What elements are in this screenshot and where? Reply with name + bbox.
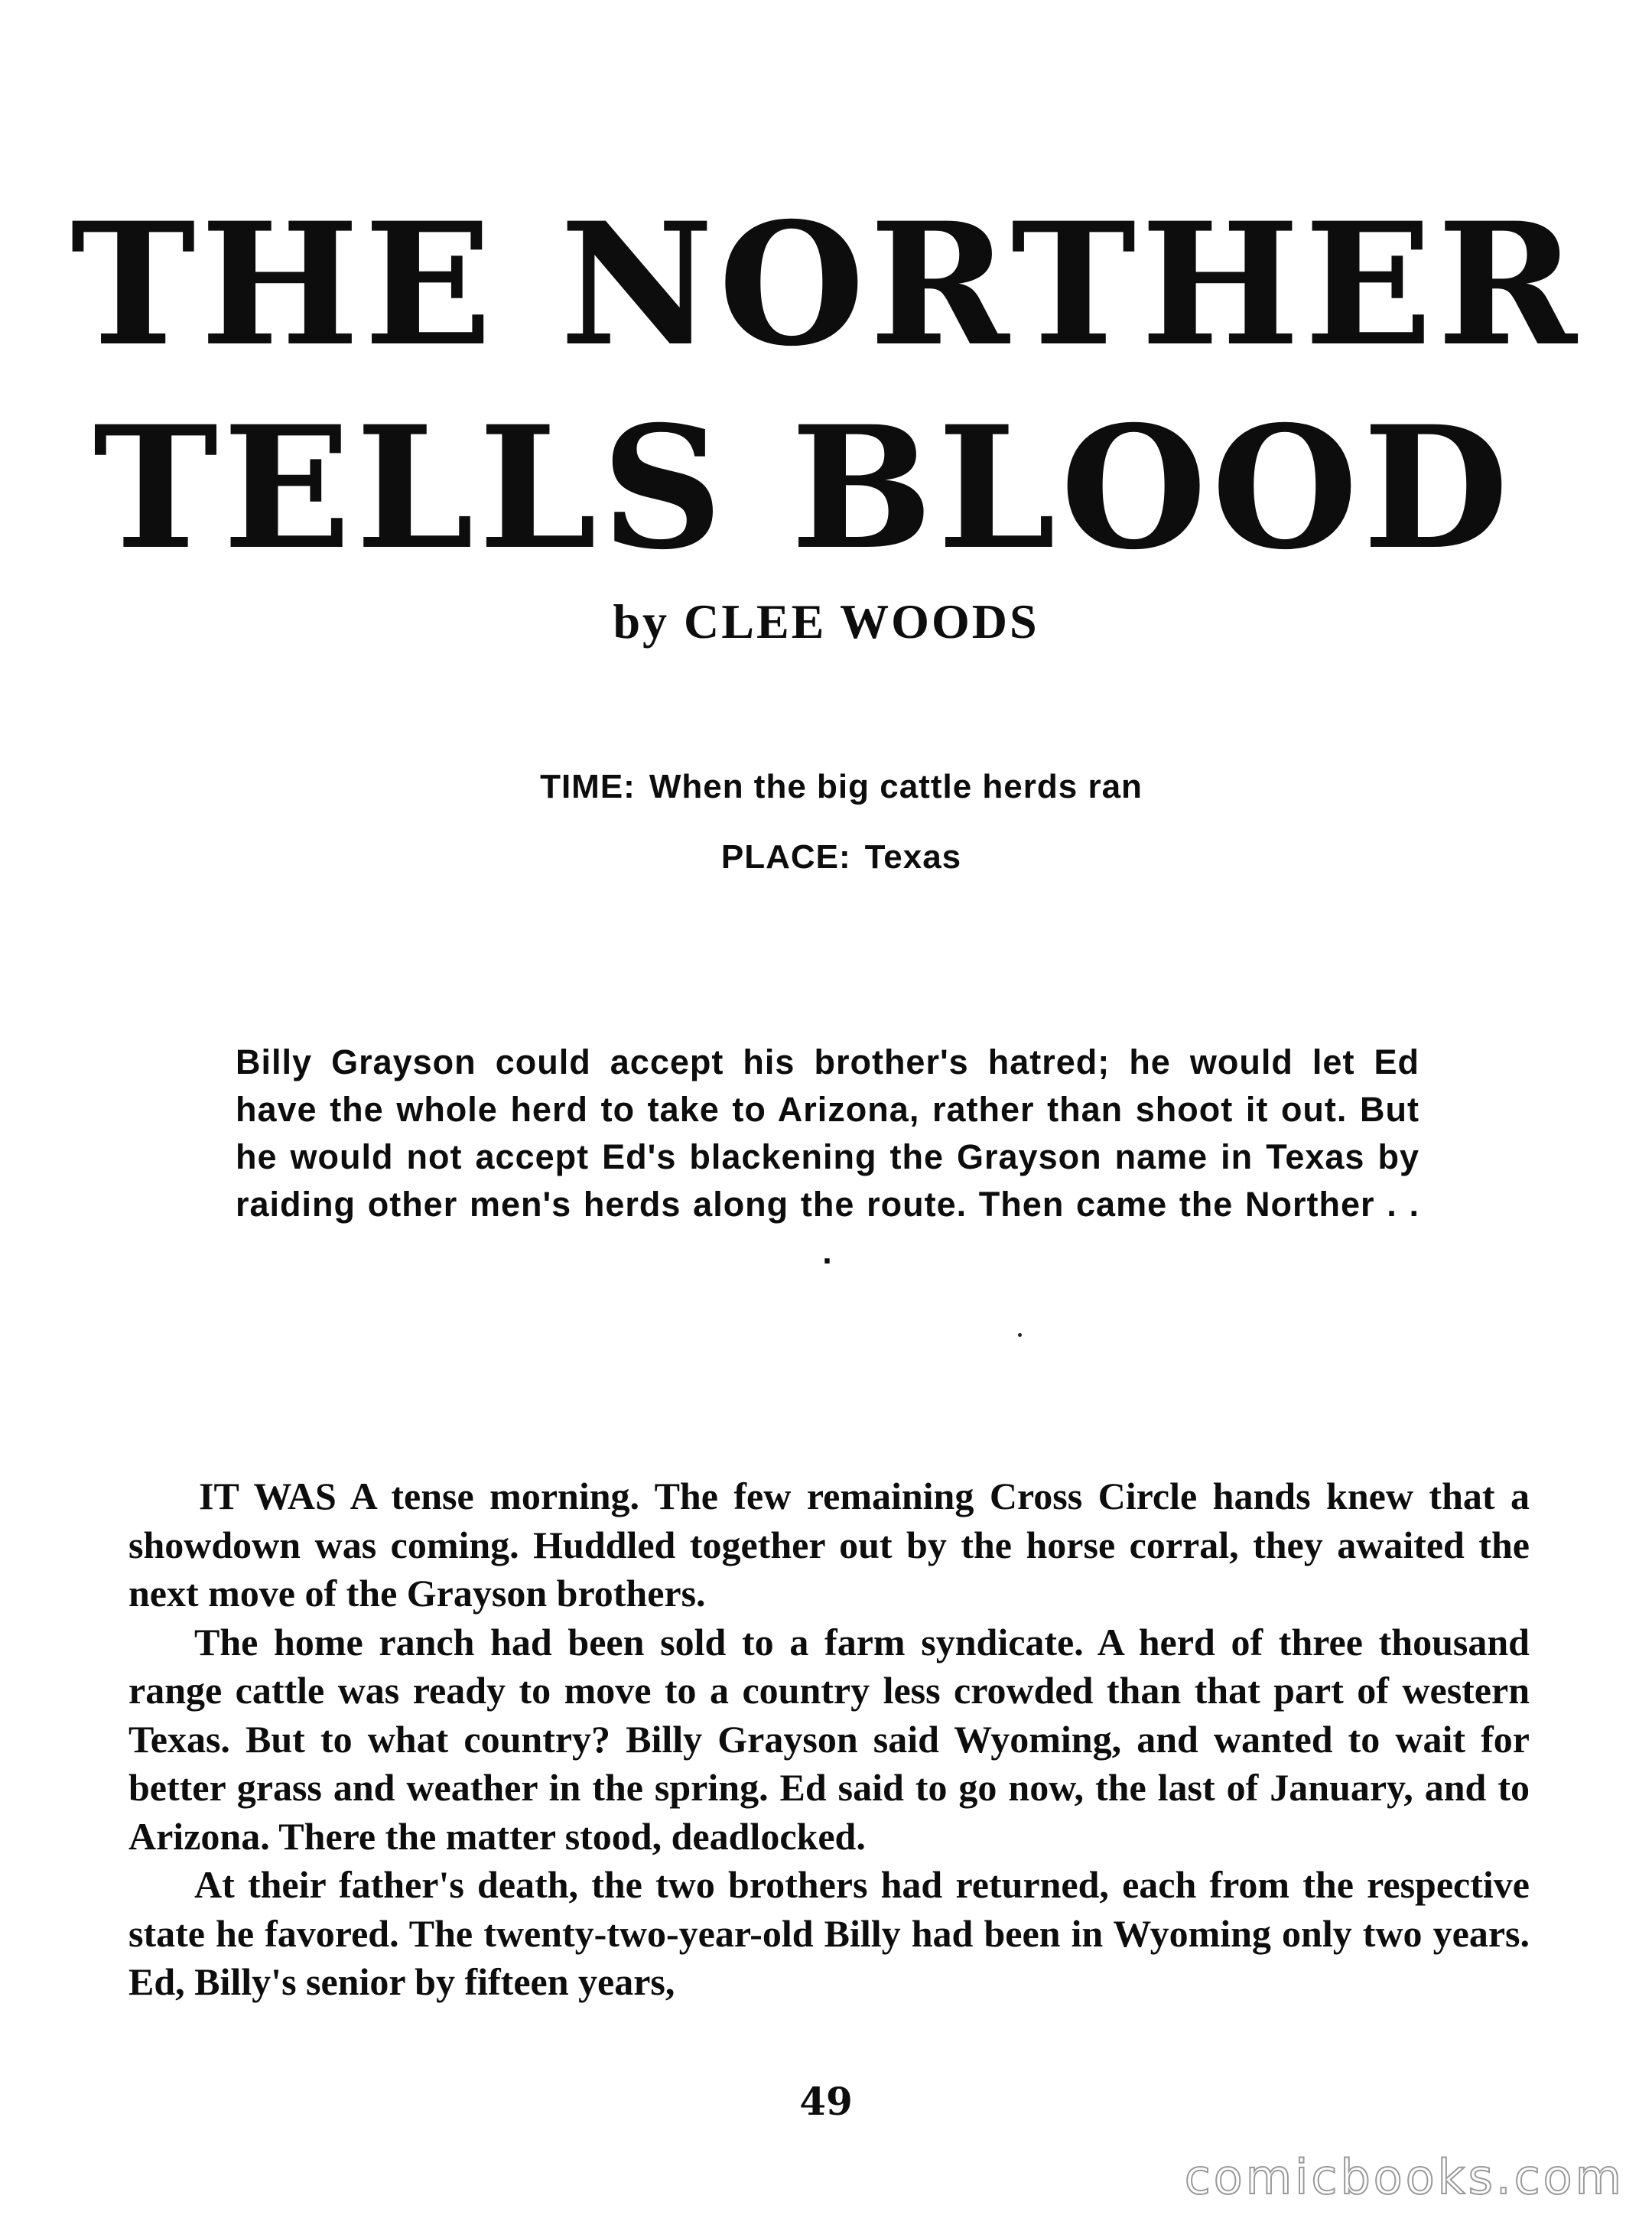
story-blurb: Billy Grayson could accept his brother's hatred; he would let Ed have the whole herd to take to Arizona, rather than shoot it out. But he would not accept Ed's blackening the Grayson name in Texas by raiding other men's herds along the route. Then came the Norther . . .	[236, 1042, 1419, 1271]
place-setting	[15, 838, 1652, 876]
place-value: Texas	[864, 838, 962, 876]
time-value: When the big cattle herds ran	[649, 768, 1143, 805]
author-byline: by CLEE WOODS	[613, 594, 1039, 649]
watermark: comicbooks.com	[1184, 2149, 1624, 2205]
time-setting	[15, 768, 1652, 806]
story-title-line-1: THE NORTHER	[70, 185, 1582, 383]
story-paragraph-2: The home ranch had been sold to a farm syndicate. A herd of three thousand range cattle was ready to move to a country less crowded than that part of western Texas. But to what country? Billy Grayson said Wyoming, and wanted to wait for better grass and weather in the spring. Ed said to go now, the last of January, and to Arizona. There the matter stood, deadlocked.	[128, 1620, 1530, 1858]
time-label: TIME:	[540, 768, 636, 805]
story-paragraph-1: IT WAS A tense morning. The few remaining Cross Circle hands knew that a showdown was coming. Huddled together out by the horse corral, they awaited the next move of the Grayson brothers.	[128, 1475, 1530, 1615]
place-label: PLACE:	[720, 838, 851, 876]
print-speck	[1018, 1333, 1022, 1337]
story-body	[128, 1472, 1530, 2007]
story-paragraph-3: At their father's death, the two brothers had returned, each from the respective state he favored. The twenty-two-year-old Billy had been in Wyoming only two years. Ed, Billy's senior by fifteen years,	[128, 1863, 1530, 2003]
page-number: 49	[799, 2079, 853, 2124]
story-title-line-2: TELLS BLOOD	[93, 389, 1514, 587]
